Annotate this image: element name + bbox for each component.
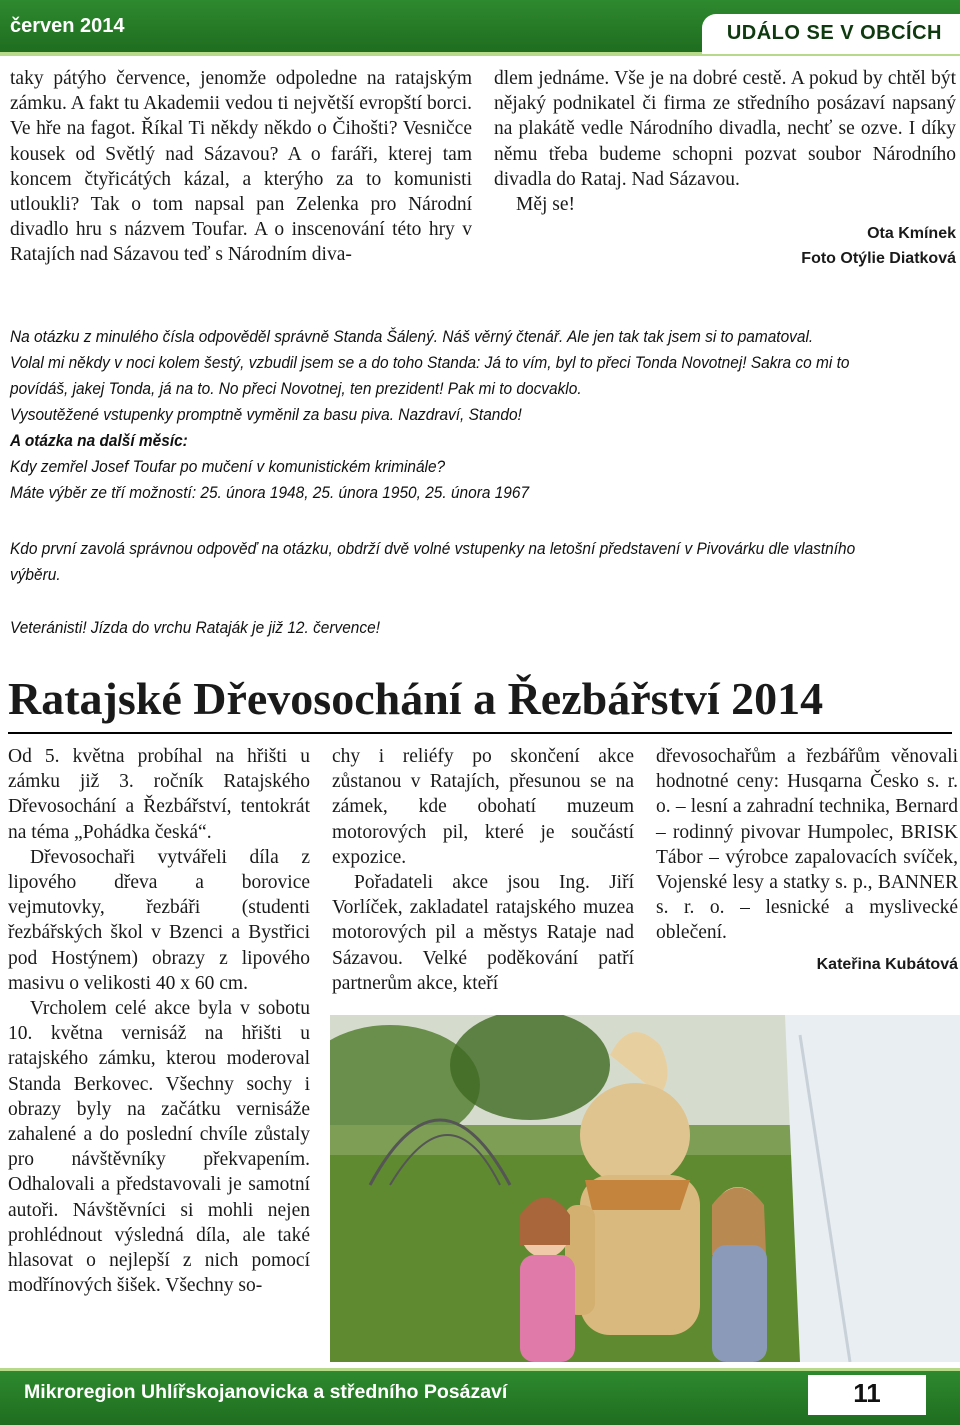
issue-date: červen 2014 (10, 15, 125, 37)
event-photo-illustration (330, 1015, 960, 1362)
article1-column-left (10, 66, 472, 268)
quiz-options: Máte výběr ze tří možností: 25. února 1948, 25. února 1950, 25. února 1967 (10, 483, 530, 502)
quiz-next-heading: A otázka na další měsíc: (10, 431, 188, 450)
article1-column-right (494, 66, 956, 271)
article2-title: Ratajské Dřevosochání a Řezbářství 2014 (8, 672, 952, 734)
veterans-note: Veteránisti! Jízda do vrchu Rataják je již 12. července! (10, 618, 380, 637)
article2-col2-p1: chy i reliéfy po skončení akce zůstanou v Ratajích, přesunou se na zámek, kde obohatí muzeum motorových pil, které je součástí expozice. (332, 746, 634, 868)
article2-column-1 (8, 744, 310, 1298)
article1-photo-credit: Foto Otýlie Diatková (801, 250, 956, 268)
article2-column-3 (656, 744, 958, 977)
quiz-answer-block (10, 324, 884, 506)
article2-col1-p2: Dřevosochaři vytvářeli díla z lipového dřeva a borovice vejmutovky, řezbáři (studenti řezbářských škol v Bzenci a Bystřici pod Hostýnem) obrazy z lipového masivu o velikosti 40 x 60 cm. (8, 846, 310, 994)
article2-author: Kateřina Kubátová (816, 955, 958, 973)
article2-col1-p1: Od 5. května probíhal na hřišti u zámku již 3. ročník Ratajského Dřevosochání a Řezbářství, tentokrát na téma „Pohádka česká“. (8, 746, 310, 843)
article1-author: Ota Kmínek (867, 225, 956, 243)
article1-text-right: dlem jednáme. Vše je na dobré cestě. A pokud by chtěl být nějaký podnikatel či firma ze středního posázaví napsaný na plakátě vedle Národního divadla, nechť se ozve. I díky němu třeba budeme schopni pozvat soubor Národního divadla do Rataj. Nad Sázavou. (494, 68, 956, 190)
section-title: UDÁLO SE V OBCÍCH (726, 22, 942, 44)
quiz-prize: Kdo první zavolá správnou odpověď na otázku, obdrží dvě volné vstupenky na letošní představení v Pivovárku dle vlastního výběru. (10, 539, 856, 584)
article2-col1-p3: Vrcholem celé akce byla v sobotu 10. května vernisáž na hřišti u ratajského zámku, kterou moderoval Standa Berkovec. Všechny sochy i obrazy byly na začátku vernisáže zahalené a do poslední chvíle zůstaly pro návštěvníky překvapením. Odhalovali a představovali je samotní autoři. Návštěvníci si mohli nejen prohlédnout výsledná díla, ale také hlasovat o nejlepší z nich pomocí modřínových šišek. Všechny so- (8, 998, 310, 1297)
event-photo (330, 1015, 960, 1362)
article1-closing: Měj se! (516, 194, 576, 216)
quiz-question: Kdy zemřel Josef Toufar po mučení v komunistickém kriminále? (10, 457, 446, 476)
quiz-line-2: Volal mi někdy v noci kolem šestý, vzbudil jsem se a do toho Standa: Já to vím, byl to přeci Tonda Novotnej! Sakra co mi to povídáš, jakej Tonda, já na to. No přeci Novotnej, ten prezident! Pak mi to docvaklo. (10, 353, 850, 398)
article1-text-left: taky pátýho července, jenomže odpoledne na ratajským zámku. A fakt tu Akademii vedou ti největší evropští borci. Ve hře na fagot. Říkal Ti někdy někdo o Čihošti? Vesničce kousek od Světlý nad Sázavou? A o faráři, kterej tam koncem čtyřicátých kázal, a kterýho za to komunisti utloukli? Tak o tom napsal pan Zelenka pro Národní divadlo hru s názvem Toufar. A o inscenování této hry v Ratajích nad Sázavou teď s Národním diva- (10, 68, 472, 266)
page-number: 11 (853, 1378, 881, 1408)
article2-column-2 (332, 744, 634, 996)
quiz-line-1: Na otázku z minulého čísla odpověděl správně Standa Šálený. Náš věrný čtenář. Ale jen tak tak jsem si to pamatoval. (10, 327, 814, 346)
footer-region: Mikroregion Uhlířskojanovicka a středního Posázaví (24, 1381, 508, 1403)
article2-col3-p1: dřevosochařům a řezbářům věnovali hodnotné ceny: Husqarna Česko s. r. o. – lesní a zahradní technika, Bernard – rodinný pivovar Humpolec, BRISK Tábor – výrobce zapalovacích svíček, Vojenské lesy a statky s. p., BANNER s. r. o. – lesnické a myslivecké oblečení. (656, 746, 958, 944)
article2-col2-p2: Pořadateli akce jsou Ing. Jiří Vorlíček, zakladatel ratajského muzea motorových pil a městys Rataje nad Sázavou. Velké poděkování patří partnerům akce, kteří (332, 872, 634, 994)
quiz-line-3: Vysoutěžené vstupenky promptně vyměnil za basu piva. Nazdraví, Stando! (10, 405, 522, 424)
